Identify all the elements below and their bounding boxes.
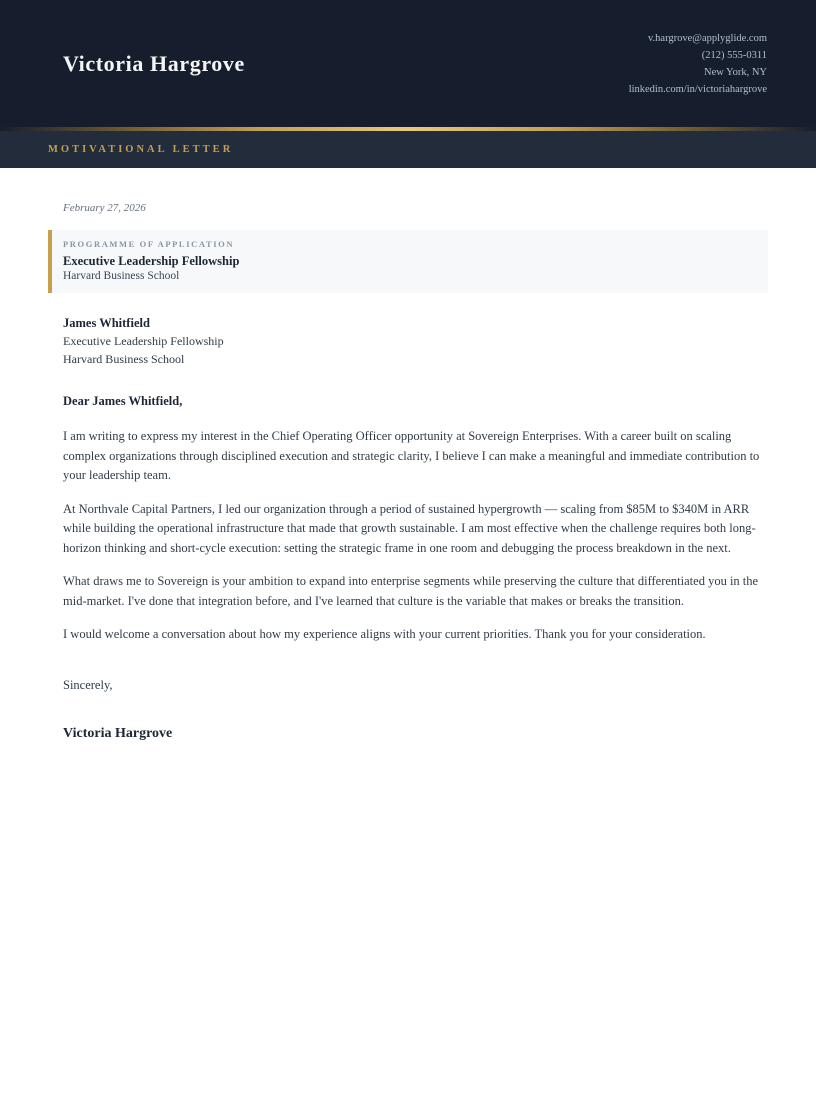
paragraph-3: What draws me to Sovereign is your ambition to expand into enterprise segments while preserving the culture that differentiated you in the mid-market. I've done that integration before, and I've learned that culture is the variable that makes or breaks the transition.	[63, 574, 759, 608]
salutation: Dear James Whitfield,	[63, 394, 183, 408]
applicant-name: Victoria Hargrove	[63, 50, 245, 76]
programme-label: PROGRAMME OF APPLICATION	[63, 239, 235, 249]
letter-header	[0, 0, 816, 127]
programme-institution: Harvard Business School	[63, 270, 180, 282]
letter-date: February 27, 2026	[63, 202, 146, 214]
recipient-programme: Executive Leadership Fellowship	[63, 334, 224, 348]
contact-location: New York, NY	[703, 66, 767, 78]
contact-linkedin: linkedin.com/in/victoriahargrove	[628, 83, 767, 95]
recipient-institution: Harvard Business School	[63, 352, 185, 366]
contact-block	[629, 30, 767, 98]
signature-name: Victoria Hargrove	[63, 725, 173, 741]
contact-phone: (212) 555-0311	[701, 49, 767, 61]
paragraph-1: I am writing to express my interest in the Chief Operating Officer opportunity at Sovereign Enterprises. With a career built on scaling complex organizations through disciplined execution and strategic clarity, I believe I can make a meaningful and immediate contribution to your leadership team.	[63, 429, 760, 482]
paragraph-4: I would welcome a conversation about how my experience aligns with your current priorities. Thank you for your consideration.	[63, 627, 706, 641]
recipient-name: James Whitfield	[63, 316, 150, 330]
section-title: MOTIVATIONAL LETTER	[48, 144, 234, 155]
recipient-block	[63, 314, 768, 368]
letter-body	[0, 201, 816, 743]
section-band	[0, 131, 816, 168]
programme-callout	[48, 230, 768, 293]
programme-title: Executive Leadership Fellowship	[63, 254, 240, 268]
paragraph-2: At Northvale Capital Partners, I led our organization through a period of sustained hypergrowth — scaling from $85M to $340M in ARR while building the operational infrastructure that made that growth sustainable. I am most effective when the challenge requires both long-horizon thinking and short-cycle execution: setting the strategic frame in one room and debugging the process breakdown in the next.	[63, 501, 756, 555]
closing: Sincerely,	[63, 677, 113, 692]
contact-email: v.hargrove@applyglide.com	[647, 32, 767, 44]
